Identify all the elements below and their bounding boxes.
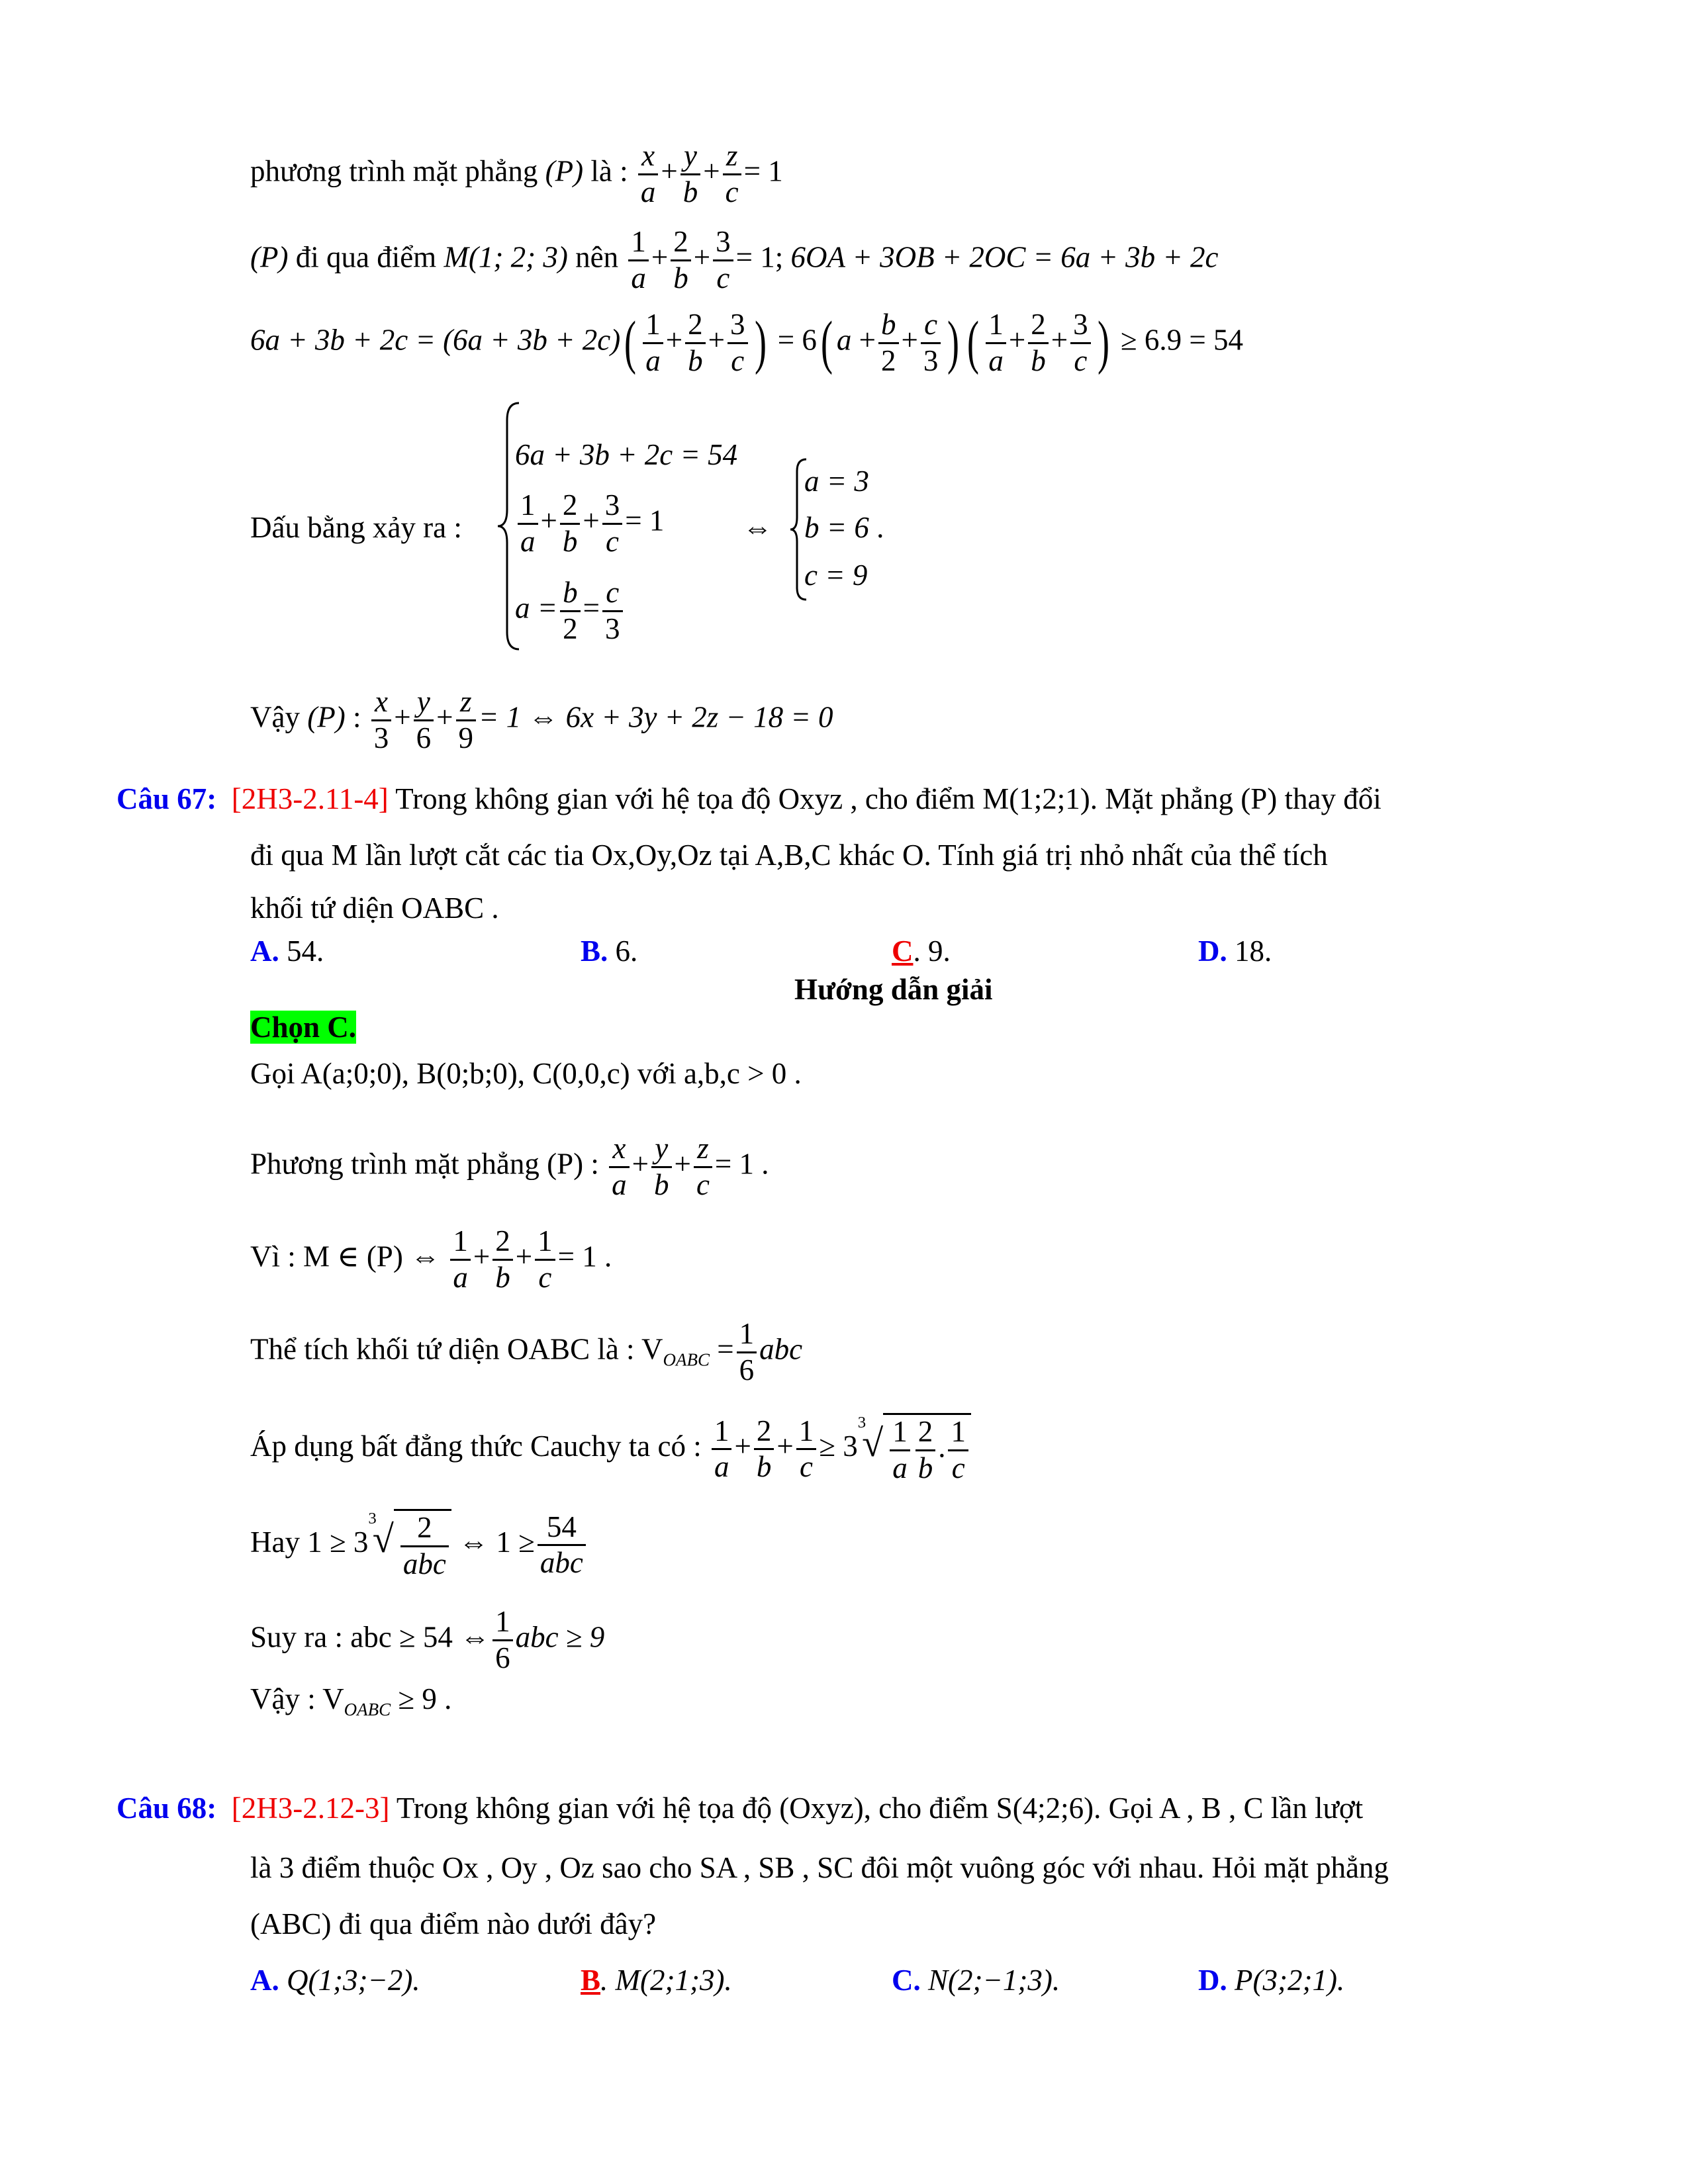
sol-step-1: Gọi A(a;0;0), B(0;b;0), C(0,0,c) với a,b,c > 0 . bbox=[250, 1057, 802, 1090]
chosen-answer: Chọn C. bbox=[250, 1011, 357, 1044]
q67-option-c[interactable]: C. 9. bbox=[892, 934, 951, 968]
frac-x-a: $\frac{x}{a}$ bbox=[638, 139, 659, 210]
sol-step-5: Áp dụng bất đẳng thức Cauchy ta có : $\frac{1}{a}$ + $\frac{2}{b}$ + $\frac{1}{c}$ ≥ $3^3√$ $\frac{1}{a}$ $\frac{2}{b}$ . $\frac{1}{c}$ bbox=[250, 1413, 971, 1486]
equivalent-arrow: ⇔ bbox=[743, 511, 773, 544]
q67-option-d[interactable]: D. 18. bbox=[1198, 934, 1272, 968]
system-row-1: 6a + 3b + 2c = 54 bbox=[515, 438, 738, 471]
q67-line-3: khối tứ diện OABC . bbox=[250, 891, 499, 925]
q68-option-c[interactable]: C. N(2;−1;3). bbox=[892, 1964, 1060, 1997]
q68-option-a[interactable]: A. Q(1;3;−2). bbox=[250, 1964, 420, 1997]
sol-step-8: Vậy : $V_{OABC} \ge 9$ . bbox=[250, 1682, 452, 1719]
solution-title: Hướng dẫn giải bbox=[794, 973, 993, 1006]
system-row-3: a = $\frac{b}{2}$ = $\frac{c}{3}$ bbox=[515, 576, 626, 647]
q68-line-2: là 3 điểm thuộc Ox , Oy , Oz sao cho SA , SB , SC đôi một vuông góc với nhau. Hỏi mặt phẳng bbox=[250, 1851, 1389, 1884]
result-a: a = 3 bbox=[804, 465, 869, 498]
sol-step-2: Phương trình mặt phẳng (P) : $\frac{x}{a}$ + $\frac{y}{b}$ + $\frac{z}{c}$ = 1 . bbox=[250, 1132, 769, 1201]
sol-step-7: Suy ra : abc ≥ 54 ⇔ $\frac{1}{6}$ abc ≥ 9 bbox=[250, 1605, 605, 1674]
system-row-2: $\frac{1}{a}$ + $\frac{2}{b}$ + $\frac{3}{c}$ = 1 bbox=[515, 488, 664, 559]
result-c: c = 9 bbox=[804, 559, 868, 592]
sol-step-4: Thể tích khối tứ diện OABC là : $V_{OABC}$ = $\frac{1}{6}$ abc bbox=[250, 1317, 803, 1387]
q67-line-2: đi qua M lần lượt cắt các tia Ox,Oy,Oz tại A,B,C khác O. Tính giá trị nhỏ nhất của thể tích bbox=[250, 839, 1328, 872]
q67-tag: [2H3-2.11-4] bbox=[231, 782, 389, 815]
q68-line-3: (ABC) đi qua điểm nào dưới đây? bbox=[250, 1907, 657, 1940]
line-inequality: 6a + 3b + 2c = (6a + 3b + 2c)( $\frac{1}{a}$ + $\frac{2}{b}$ + $\frac{3}{c}$ ) = 6( a + $\frac{b}{2}$ + $\frac{c}{3}$ ) ( $\frac{1}{a}$ + $\frac{2}{b}$ + $\frac{3}{c}$ ) ≥ 6.9 = 54 bbox=[250, 308, 1243, 377]
q68-label: Câu 68: bbox=[117, 1792, 217, 1825]
line-p-through-m: (P) đi qua điểm M(1; 2; 3) nên $\frac{1}{a}$ + $\frac{2}{b}$ + $\frac{3}{c}$ = 1; 6OA + 3OB + 2OC = 6a + 3b + 2c bbox=[250, 225, 1219, 295]
q68-option-b[interactable]: B. M(2;1;3). bbox=[581, 1964, 732, 1997]
line-plane-equation: phương trình mặt phẳng (P) là : $\frac{x}{a}$ + $\frac{y}{b}$ + $\frac{z}{c}$ = 1 bbox=[250, 139, 783, 208]
line-conclusion-plane: Vậy (P) : $\frac{x}{3}$ + $\frac{y}{6}$ + $\frac{z}{9}$ = 1 ⇔ 6x + 3y + 2z − 18 = 0 bbox=[250, 685, 833, 754]
sol-step-3: Vì : M ∈ (P) ⇔ $\frac{1}{a}$ + $\frac{2}{b}$ + $\frac{1}{c}$ = 1 . bbox=[250, 1224, 612, 1294]
q67-option-a[interactable]: A. 54. bbox=[250, 934, 324, 968]
q68-line-1: Câu 68: [2H3-2.12-3] Trong không gian với hệ tọa độ (Oxyz), cho điểm S(4;2;6). Gọi A , B , C lần lượt bbox=[117, 1792, 1364, 1825]
q67-option-b[interactable]: B. 6. bbox=[581, 934, 638, 968]
q67-line-1: Câu 67: [2H3-2.11-4] Trong không gian với hệ tọa độ Oxyz , cho điểm M(1;2;1). Mặt phẳng (P) thay đổi bbox=[117, 782, 1382, 815]
q68-tag: [2H3-2.12-3] bbox=[231, 1792, 390, 1825]
sol-step-6: Hay $1 \ge 3^3√$ $\frac{2}{\text{abc}}$ ⇔ 1 ≥ $\frac{54}{\text{abc}}$ bbox=[250, 1509, 588, 1582]
equality-label: Dấu bằng xảy ra : bbox=[250, 511, 462, 544]
q68-option-d[interactable]: D. P(3;2;1). bbox=[1198, 1964, 1345, 1997]
q67-label: Câu 67: bbox=[117, 782, 217, 815]
result-b: b = 6 . bbox=[804, 511, 884, 544]
